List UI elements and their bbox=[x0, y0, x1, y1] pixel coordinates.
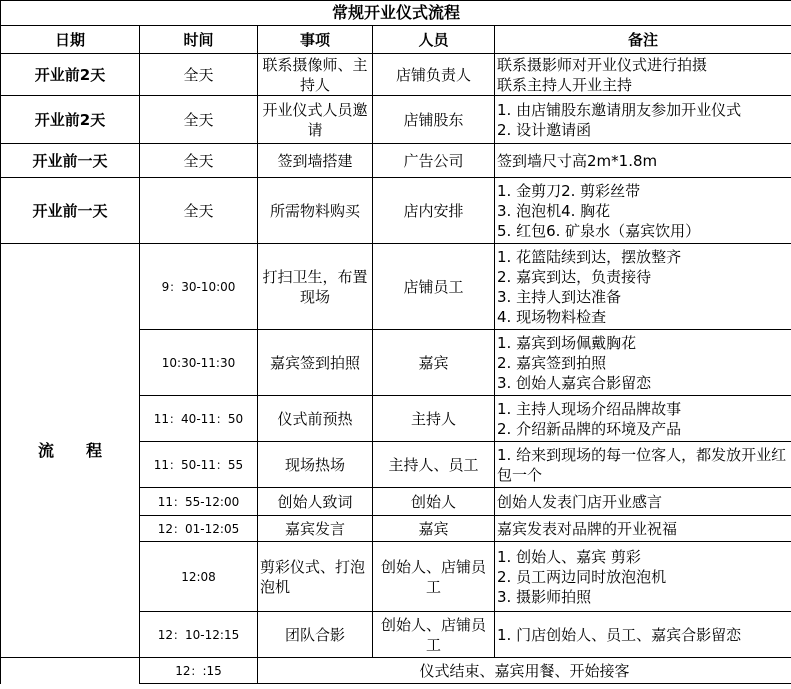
note-line: 1. 创始人、嘉宾 剪彩 bbox=[497, 547, 641, 566]
notes-cell bbox=[495, 330, 791, 396]
header-person: 人员 bbox=[373, 26, 495, 54]
date-cell: 开业前一天 bbox=[1, 178, 140, 244]
note-line: 1. 由店铺股东邀请朋友参加开业仪式 bbox=[497, 100, 742, 119]
time-cell: 12：01-12:05 bbox=[140, 516, 258, 542]
notes-cell bbox=[495, 488, 791, 516]
note-line: 3. 摄影师拍照 bbox=[497, 587, 592, 606]
notes-cell bbox=[495, 54, 791, 96]
time-cell: 全天 bbox=[140, 54, 258, 96]
table-row bbox=[1, 244, 791, 330]
time-cell: 12：10-12:15 bbox=[140, 612, 258, 658]
table-row bbox=[1, 658, 791, 684]
table-row bbox=[1, 96, 791, 144]
note-line: 1. 花篮陆续到达，摆放整齐 bbox=[497, 247, 682, 266]
time-cell: 全天 bbox=[140, 178, 258, 244]
date-cell: 开业前一天 bbox=[1, 144, 140, 178]
header-date: 日期 bbox=[1, 26, 140, 54]
item-cell: 打扫卫生，布置现场 bbox=[258, 244, 373, 330]
item-cell: 创始人致词 bbox=[258, 488, 373, 516]
person-cell: 创始人、店铺员工 bbox=[373, 612, 495, 658]
note-line: 4. 现场物料检查 bbox=[497, 307, 607, 326]
note-line: 联系摄影师对开业仪式进行拍摄 bbox=[497, 55, 708, 74]
person-cell: 店铺负责人 bbox=[373, 54, 495, 96]
item-cell: 嘉宾发言 bbox=[258, 516, 373, 542]
note-line: 2. 介绍新品牌的环境及产品 bbox=[497, 419, 682, 438]
table-row bbox=[1, 178, 791, 244]
item-cell: 现场热场 bbox=[258, 442, 373, 488]
note-line: 1. 给来到现场的每一位客人，都发放开业红包一个 bbox=[497, 445, 787, 484]
note-line: 签到墙尺寸高2m*1.8m bbox=[497, 151, 658, 170]
time-cell: 全天 bbox=[140, 96, 258, 144]
item-cell: 嘉宾签到拍照 bbox=[258, 330, 373, 396]
note-line: 创始人发表门店开业感言 bbox=[497, 492, 663, 511]
notes-cell bbox=[495, 244, 791, 330]
person-cell: 创始人 bbox=[373, 488, 495, 516]
closing-text: 仪式结束、嘉宾用餐、开始接客 bbox=[258, 658, 791, 684]
notes-cell bbox=[495, 144, 791, 178]
note-line: 5. 红包6. 矿泉水（嘉宾饮用） bbox=[497, 221, 701, 240]
note-line: 3. 创始人嘉宾合影留恋 bbox=[497, 373, 652, 392]
person-cell: 店内安排 bbox=[373, 178, 495, 244]
notes-cell bbox=[495, 178, 791, 244]
person-cell: 嘉宾 bbox=[373, 516, 495, 542]
time-cell: 12：:15 bbox=[140, 658, 258, 684]
time-cell: 11：40-11：50 bbox=[140, 396, 258, 442]
note-line: 联系主持人开业主持 bbox=[497, 75, 633, 94]
time-cell: 9：30-10:00 bbox=[140, 244, 258, 330]
notes-cell bbox=[495, 442, 791, 488]
table-title: 常规开业仪式流程 bbox=[1, 1, 791, 26]
note-line: 嘉宾发表对品牌的开业祝福 bbox=[497, 519, 678, 538]
date-cell: 开业前2天 bbox=[1, 54, 140, 96]
time-cell: 11：50-11：55 bbox=[140, 442, 258, 488]
header-notes: 备注 bbox=[495, 26, 791, 54]
person-cell: 店铺股东 bbox=[373, 96, 495, 144]
table-row bbox=[1, 144, 791, 178]
item-cell: 团队合影 bbox=[258, 612, 373, 658]
process-label: 流 程 bbox=[1, 244, 140, 658]
notes-cell bbox=[495, 516, 791, 542]
note-line: 2. 嘉宾到达，负责接待 bbox=[497, 267, 652, 286]
note-line: 1. 嘉宾到场佩戴胸花 bbox=[497, 333, 637, 352]
item-cell: 所需物料购买 bbox=[258, 178, 373, 244]
time-cell: 11：55-12:00 bbox=[140, 488, 258, 516]
note-line: 3. 泡泡机4. 胸花 bbox=[497, 201, 611, 220]
header-item: 事项 bbox=[258, 26, 373, 54]
header-time: 时间 bbox=[140, 26, 258, 54]
person-cell: 店铺员工 bbox=[373, 244, 495, 330]
person-cell: 主持人、员工 bbox=[373, 442, 495, 488]
item-cell: 签到墙搭建 bbox=[258, 144, 373, 178]
person-cell: 广告公司 bbox=[373, 144, 495, 178]
note-line: 2. 嘉宾签到拍照 bbox=[497, 353, 607, 372]
note-line: 1. 门店创始人、员工、嘉宾合影留恋 bbox=[497, 625, 742, 644]
item-cell: 剪彩仪式、打泡泡机 bbox=[258, 542, 373, 612]
person-cell: 创始人、店铺员工 bbox=[373, 542, 495, 612]
notes-cell bbox=[495, 96, 791, 144]
note-line: 3. 主持人到达准备 bbox=[497, 287, 622, 306]
person-cell: 嘉宾 bbox=[373, 330, 495, 396]
item-cell: 联系摄像师、主持人 bbox=[258, 54, 373, 96]
table-row bbox=[1, 54, 791, 96]
notes-cell bbox=[495, 396, 791, 442]
item-cell: 开业仪式人员邀请 bbox=[258, 96, 373, 144]
notes-cell bbox=[495, 542, 791, 612]
note-line: 1. 金剪刀2. 剪彩丝带 bbox=[497, 181, 641, 200]
notes-cell bbox=[495, 612, 791, 658]
note-line: 2. 员工两边同时放泡泡机 bbox=[497, 567, 667, 586]
note-line: 2. 设计邀请函 bbox=[497, 120, 592, 139]
person-cell: 主持人 bbox=[373, 396, 495, 442]
time-cell: 全天 bbox=[140, 144, 258, 178]
date-cell: 开业前2天 bbox=[1, 96, 140, 144]
item-cell: 仪式前预热 bbox=[258, 396, 373, 442]
note-line: 1. 主持人现场介绍品牌故事 bbox=[497, 399, 682, 418]
blank-cell bbox=[1, 658, 140, 684]
time-cell: 10:30-11:30 bbox=[140, 330, 258, 396]
time-cell: 12:08 bbox=[140, 542, 258, 612]
